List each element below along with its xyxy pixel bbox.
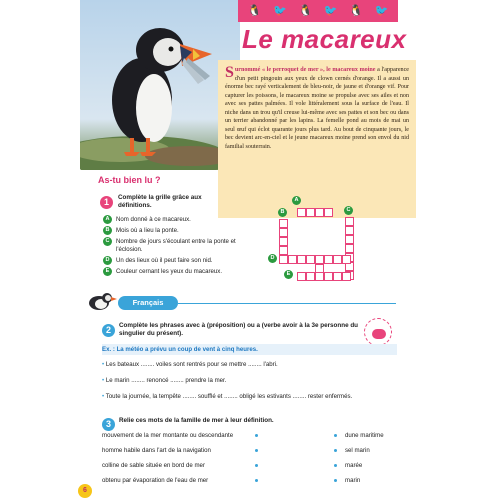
- definition-item: E Couleur cernant les yeux du macareux.: [103, 268, 253, 276]
- matching-row: [102, 462, 402, 474]
- bird-silhouette-icon: 🐦: [374, 5, 389, 17]
- definitions-list: [103, 216, 253, 279]
- grid-cell[interactable]: [342, 272, 351, 281]
- grid-cell[interactable]: [279, 255, 288, 264]
- grid-cell[interactable]: [315, 255, 324, 264]
- bird-silhouette-icon: 🐧: [298, 5, 313, 17]
- definition-item: B Mois où a lieu la ponte.: [103, 227, 253, 235]
- reading-text-box: [218, 60, 416, 218]
- matching-dot[interactable]: [334, 479, 337, 482]
- matching-dot[interactable]: [255, 449, 258, 452]
- grid-label-e: E: [284, 270, 293, 279]
- grid-cell[interactable]: [306, 255, 315, 264]
- matching-word: marin: [345, 477, 361, 484]
- grid-cell[interactable]: [297, 255, 306, 264]
- exercise-3-instruction: Relie ces mots de la famille de mer à leur définition.: [119, 417, 274, 424]
- francais-tag: Français: [118, 296, 178, 310]
- grid-label-c: C: [344, 206, 353, 215]
- puffin-mascot-icon: [85, 290, 117, 312]
- bird-silhouette-icon: 🐧: [349, 5, 363, 17]
- matching-definition: colline de sable située en bord de mer: [102, 462, 205, 469]
- matching-dot[interactable]: [255, 434, 258, 437]
- grid-cell[interactable]: [288, 255, 297, 264]
- grid-cell[interactable]: [315, 208, 324, 217]
- grid-cell[interactable]: [342, 255, 351, 264]
- grid-cell[interactable]: [324, 255, 333, 264]
- exercise-2-line[interactable]: • Toute la journée, la tempête ........ soufflé et ........ obligé les estivants ........ rester enfermés.: [102, 393, 353, 400]
- matching-word: marée: [345, 462, 363, 469]
- matching-row: [102, 477, 402, 489]
- matching-row: [102, 447, 402, 459]
- exercise-2-line[interactable]: • Les bateaux ........ voiles sont rentrés pour se mettre ........ l'abri.: [102, 361, 278, 368]
- bird-silhouette-icon: 🐧: [247, 5, 262, 17]
- grid-cell[interactable]: [324, 208, 333, 217]
- matching-dot[interactable]: [334, 434, 337, 437]
- matching-word: sel marin: [345, 447, 370, 454]
- drop-cap: S: [225, 64, 234, 81]
- grid-cell[interactable]: [345, 235, 354, 244]
- grid-cell[interactable]: [297, 272, 306, 281]
- matching-definition: homme habile dans l'art de la navigation: [102, 447, 211, 454]
- crossword-grid: [270, 197, 380, 295]
- exercise-1-instruction: Complète la grille grâce aux définitions.: [118, 194, 202, 209]
- matching-dot[interactable]: [334, 464, 337, 467]
- reading-body: a l'apparence d'un petit pingouin aux yeux de clown cernés d'orange. Il a aussi un énorme bec rayé verticalement de bleu-noir, de jaune et d'orange vif. Pour capturer les poissons, le macareux moine se propulse avec ses ailes et non avec ses pattes palmées. Il vole littéralement sous la surface de l'eau. Il niche dans un trou qu'il creuse lui-même avec ses pattes et son bec ou dans un terrier abandonné par les lapins. La femelle pond au mois de mai un seul œuf qui éclot quarante jours plus tard. Au bout de cinquante jours, le bec devient arc-en-ciel et le jeune macareux moine prend son envol du nid familial souterrain.: [225, 67, 409, 150]
- matching-dot[interactable]: [255, 464, 258, 467]
- page-title: Le macareux: [242, 24, 407, 54]
- grid-label-d: D: [268, 254, 277, 263]
- matching-row: [102, 432, 402, 444]
- grid-cell[interactable]: [279, 246, 288, 255]
- bird-silhouette-icon: 🐦: [273, 5, 287, 17]
- exercise-2-number: 2: [102, 320, 115, 338]
- grid-label-b: B: [278, 208, 287, 217]
- grid-cell[interactable]: [333, 272, 342, 281]
- exercise-2-instruction: Complète les phrases avec à (préposition) ou a (verbe avoir à la 3e personne du singulier du présent).: [119, 322, 359, 337]
- definition-item: A Nom donné à ce macareux.: [103, 216, 253, 224]
- grid-cell[interactable]: [315, 264, 324, 273]
- matching-dot[interactable]: [255, 479, 258, 482]
- grid-cell[interactable]: [345, 226, 354, 235]
- bird-silhouette-icon: 🐦: [323, 5, 338, 17]
- section-divider: [178, 303, 396, 304]
- matching-definition: mouvement de la mer montante ou descendante: [102, 432, 234, 439]
- grid-cell[interactable]: [324, 272, 333, 281]
- grid-cell[interactable]: [279, 228, 288, 237]
- exercise-3-number: 3: [102, 414, 115, 432]
- grid-cell[interactable]: [306, 272, 315, 281]
- edition-logo-badge: [364, 318, 392, 346]
- exercise-1-number: 1: [100, 192, 113, 210]
- grid-cell[interactable]: [279, 237, 288, 246]
- lead-text: urnommé « le perroquet de mer », le macareux moine: [234, 67, 376, 73]
- grid-cell[interactable]: [315, 272, 324, 281]
- header-band: [238, 0, 398, 22]
- matching-dot[interactable]: [334, 449, 337, 452]
- page-number: 6: [78, 484, 92, 498]
- definition-item: D Un des lieux où il peut faire son nid.: [103, 257, 253, 265]
- definition-item: C Nombre de jours s'écoulant entre la ponte et l'éclosion.: [103, 238, 253, 254]
- grid-cell[interactable]: [306, 208, 315, 217]
- grid-cell[interactable]: [279, 219, 288, 228]
- puffin-photo: [80, 0, 240, 170]
- example-line: Ex. : La météo a prévu un coup de vent à cinq heures.: [102, 346, 258, 353]
- grid-cell[interactable]: [345, 217, 354, 226]
- matching-definition: obtenu par évaporation de l'eau de mer: [102, 477, 209, 484]
- comprehension-heading: As-tu bien lu ?: [98, 175, 161, 185]
- grid-label-a: A: [292, 196, 301, 205]
- grid-cell[interactable]: [297, 208, 306, 217]
- grid-cell[interactable]: [345, 244, 354, 253]
- grid-cell[interactable]: [333, 255, 342, 264]
- matching-word: dune maritime: [345, 432, 384, 439]
- exercise-2-line[interactable]: • Le marin ........ renoncé ........ prendre la mer.: [102, 377, 227, 384]
